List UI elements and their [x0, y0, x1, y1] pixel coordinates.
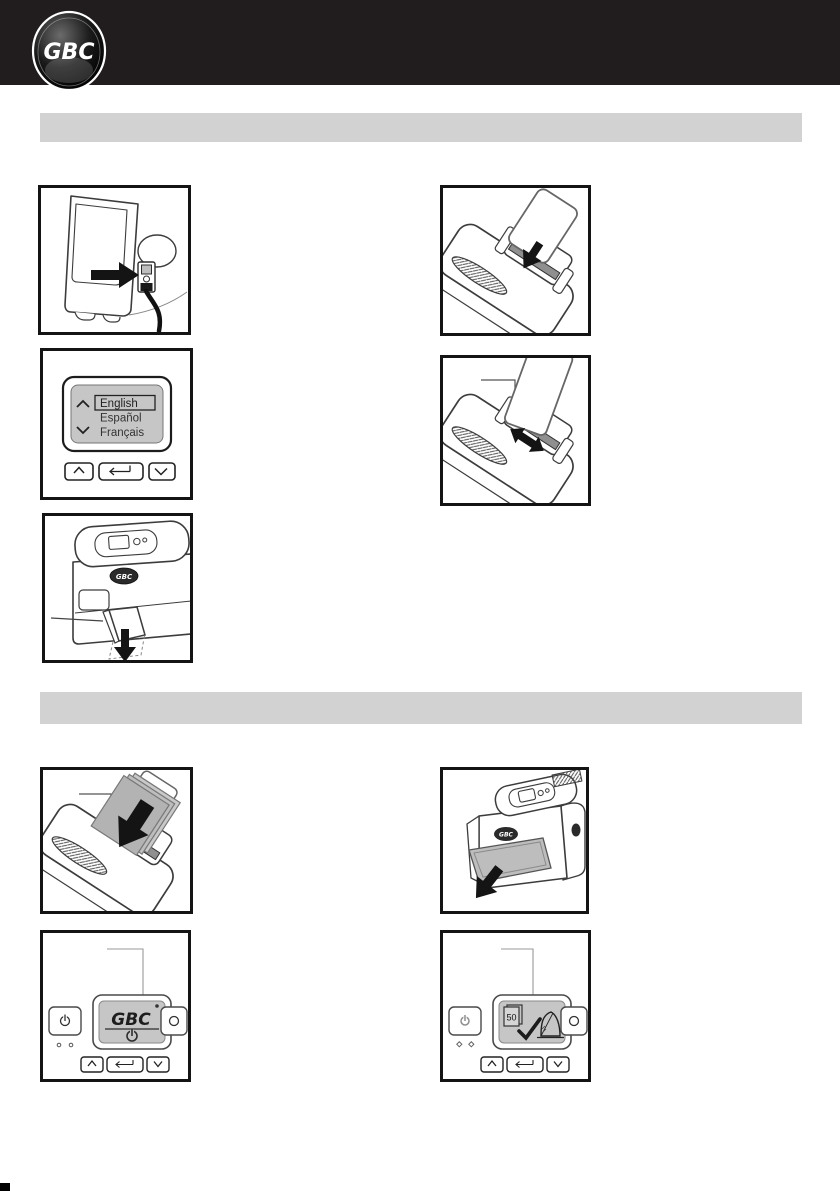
page-corner-mark — [0, 1183, 10, 1191]
panel-buttons — [481, 1057, 569, 1072]
language-option-francais: Français — [100, 427, 145, 439]
figure-front-flap — [42, 513, 193, 663]
section-heading-bar-2 — [40, 692, 802, 724]
logo-text: GBC — [43, 40, 95, 65]
pouch-count: 50 — [506, 1012, 517, 1023]
svg-text:GBC: GBC — [499, 831, 513, 839]
language-option-espanol: Español — [100, 412, 142, 425]
down-button — [149, 463, 175, 480]
down-button — [147, 1057, 169, 1072]
figure-exit-front — [440, 767, 589, 914]
vent-grille-icon — [552, 770, 582, 787]
panel-display — [108, 535, 129, 549]
front-recess — [79, 590, 109, 610]
figure-panel-ready — [40, 930, 191, 1082]
lcd-logo-text: GBC — [111, 1010, 151, 1030]
power-switch-icon — [142, 265, 152, 274]
machine-rear-illustration — [65, 196, 138, 322]
gbc-badge — [110, 568, 138, 584]
led-indicator — [457, 1042, 462, 1047]
down-button — [547, 1057, 569, 1072]
pouch-count-icon — [504, 1005, 522, 1026]
svg-text:GBC: GBC — [115, 573, 133, 581]
figure-panel-count — [440, 930, 591, 1082]
figure-language-screen — [40, 348, 193, 500]
figure-insert-documents — [40, 767, 193, 914]
panel-buttons — [65, 463, 175, 480]
language-option-english: English — [100, 398, 138, 410]
panel-buttons — [81, 1057, 169, 1072]
gbc-logo — [30, 10, 108, 92]
figure-insert-pouch — [440, 185, 591, 336]
circle-button — [561, 1007, 587, 1035]
up-button — [65, 463, 93, 480]
leader-line — [107, 949, 143, 1001]
circle-button — [161, 1007, 187, 1035]
power-inlet — [138, 262, 155, 292]
led-indicator — [469, 1042, 474, 1047]
led-indicator — [69, 1043, 73, 1047]
section-heading-bar-1 — [40, 113, 802, 142]
figure-power-connection — [38, 185, 191, 335]
indicator-dot — [155, 1004, 159, 1008]
up-button — [81, 1057, 103, 1072]
figure-adjust-pouch — [440, 355, 591, 506]
header-bar — [0, 0, 840, 85]
up-button — [481, 1057, 503, 1072]
led-indicator — [57, 1043, 61, 1047]
